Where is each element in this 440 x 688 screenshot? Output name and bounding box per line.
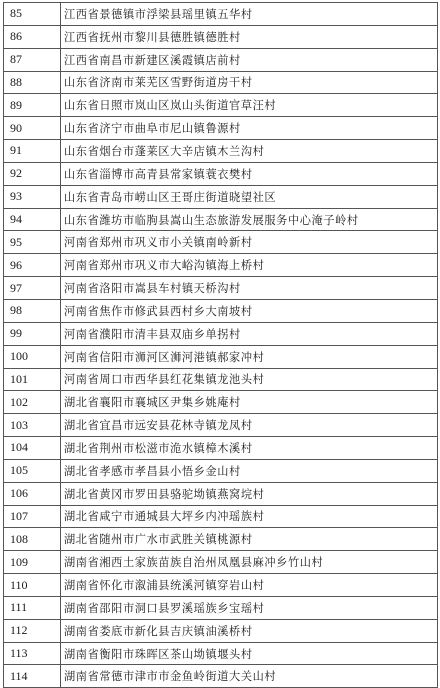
village-name: 山东省济宁市曲阜市尼山镇鲁源村 [61,117,438,139]
table-row [4,620,438,643]
table-row [4,506,438,529]
row-number: 86 [4,26,61,48]
table-row [4,460,438,483]
row-number: 93 [4,186,61,208]
table-row [4,49,438,72]
row-number: 114 [4,665,61,687]
table-row [4,231,438,254]
row-number: 88 [4,72,61,94]
row-number: 85 [4,3,61,25]
table-row [4,391,438,414]
table-row [4,437,438,460]
village-name: 湖南省湘西土家族苗族自治州凤凰县麻冲乡竹山村 [61,551,438,573]
village-list-table [3,2,438,688]
row-number: 106 [4,483,61,505]
table-row [4,483,438,506]
row-number: 107 [4,506,61,528]
row-number: 94 [4,209,61,231]
row-number: 100 [4,346,61,368]
table-row [4,72,438,95]
village-name: 山东省烟台市蓬莱区大辛店镇木兰沟村 [61,140,438,162]
row-number: 98 [4,300,61,322]
row-number: 111 [4,597,61,619]
table-row [4,323,438,346]
village-name: 河南省信阳市浉河区浉河港镇郝家冲村 [61,346,438,368]
row-number: 96 [4,254,61,276]
village-name: 湖北省黄冈市罗田县骆驼坳镇燕窝垸村 [61,483,438,505]
village-name: 湖南省邵阳市洞口县罗溪瑶族乡宝瑶村 [61,597,438,619]
table-row [4,551,438,574]
village-name: 湖北省孝感市孝昌县小悟乡金山村 [61,460,438,482]
table-row [4,94,438,117]
village-name: 湖南省娄底市新化县吉庆镇油溪桥村 [61,620,438,642]
village-name: 河南省洛阳市嵩县车村镇天桥沟村 [61,277,438,299]
row-number: 89 [4,94,61,116]
village-name: 湖南省衡阳市珠晖区茶山坳镇堰头村 [61,643,438,665]
village-name: 山东省青岛市崂山区王哥庄街道晓望社区 [61,186,438,208]
village-name: 河南省濮阳市清丰县双庙乡单拐村 [61,323,438,345]
table-row [4,665,438,688]
row-number: 105 [4,460,61,482]
table-row [4,117,438,140]
table-row [4,597,438,620]
row-number: 95 [4,231,61,253]
village-name: 湖北省荆州市松滋市洈水镇樟木溪村 [61,437,438,459]
village-name: 湖南省怀化市溆浦县统溪河镇穿岩山村 [61,574,438,596]
table-row [4,346,438,369]
table-row [4,643,438,666]
row-number: 92 [4,163,61,185]
table-row [4,209,438,232]
village-name: 江西省抚州市黎川县德胜镇德胜村 [61,26,438,48]
row-number: 103 [4,414,61,436]
row-number: 99 [4,323,61,345]
village-name: 山东省潍坊市临朐县嵩山生态旅游发展服务中心淹子岭村 [61,209,438,231]
village-name: 河南省焦作市修武县西村乡大南坡村 [61,300,438,322]
village-name: 河南省周口市西华县红花集镇龙池头村 [61,369,438,391]
row-number: 104 [4,437,61,459]
table-row [4,300,438,323]
village-name: 江西省景德镇市浮梁县瑶里镇五华村 [61,3,438,25]
row-number: 109 [4,551,61,573]
table-row [4,574,438,597]
row-number: 87 [4,49,61,71]
village-name: 湖北省随州市广水市武胜关镇桃源村 [61,528,438,550]
row-number: 110 [4,574,61,596]
table-row [4,140,438,163]
village-name: 山东省淄博市高青县常家镇蓑衣樊村 [61,163,438,185]
table-row [4,186,438,209]
table-row [4,414,438,437]
table-row [4,254,438,277]
row-number: 90 [4,117,61,139]
village-name: 河南省郑州市巩义市大峪沟镇海上桥村 [61,254,438,276]
table-row [4,163,438,186]
row-number: 97 [4,277,61,299]
village-name: 湖北省襄阳市襄城区尹集乡姚庵村 [61,391,438,413]
village-name: 湖南省常德市津市市金鱼岭街道大关山村 [61,665,438,687]
table-row [4,528,438,551]
village-name: 河南省郑州市巩义市小关镇南岭新村 [61,231,438,253]
row-number: 91 [4,140,61,162]
row-number: 108 [4,528,61,550]
table-row [4,277,438,300]
table-row [4,369,438,392]
village-name: 山东省济南市莱芜区雪野街道房干村 [61,72,438,94]
row-number: 113 [4,643,61,665]
village-name: 湖北省咸宁市通城县大坪乡内冲瑶族村 [61,506,438,528]
table-row [4,26,438,49]
row-number: 102 [4,391,61,413]
village-name: 江西省南昌市新建区溪霞镇店前村 [61,49,438,71]
row-number: 101 [4,369,61,391]
village-name: 山东省日照市岚山区岚山头街道官草汪村 [61,94,438,116]
village-name: 湖北省宜昌市远安县花林寺镇龙凤村 [61,414,438,436]
row-number: 112 [4,620,61,642]
table-row [4,3,438,26]
